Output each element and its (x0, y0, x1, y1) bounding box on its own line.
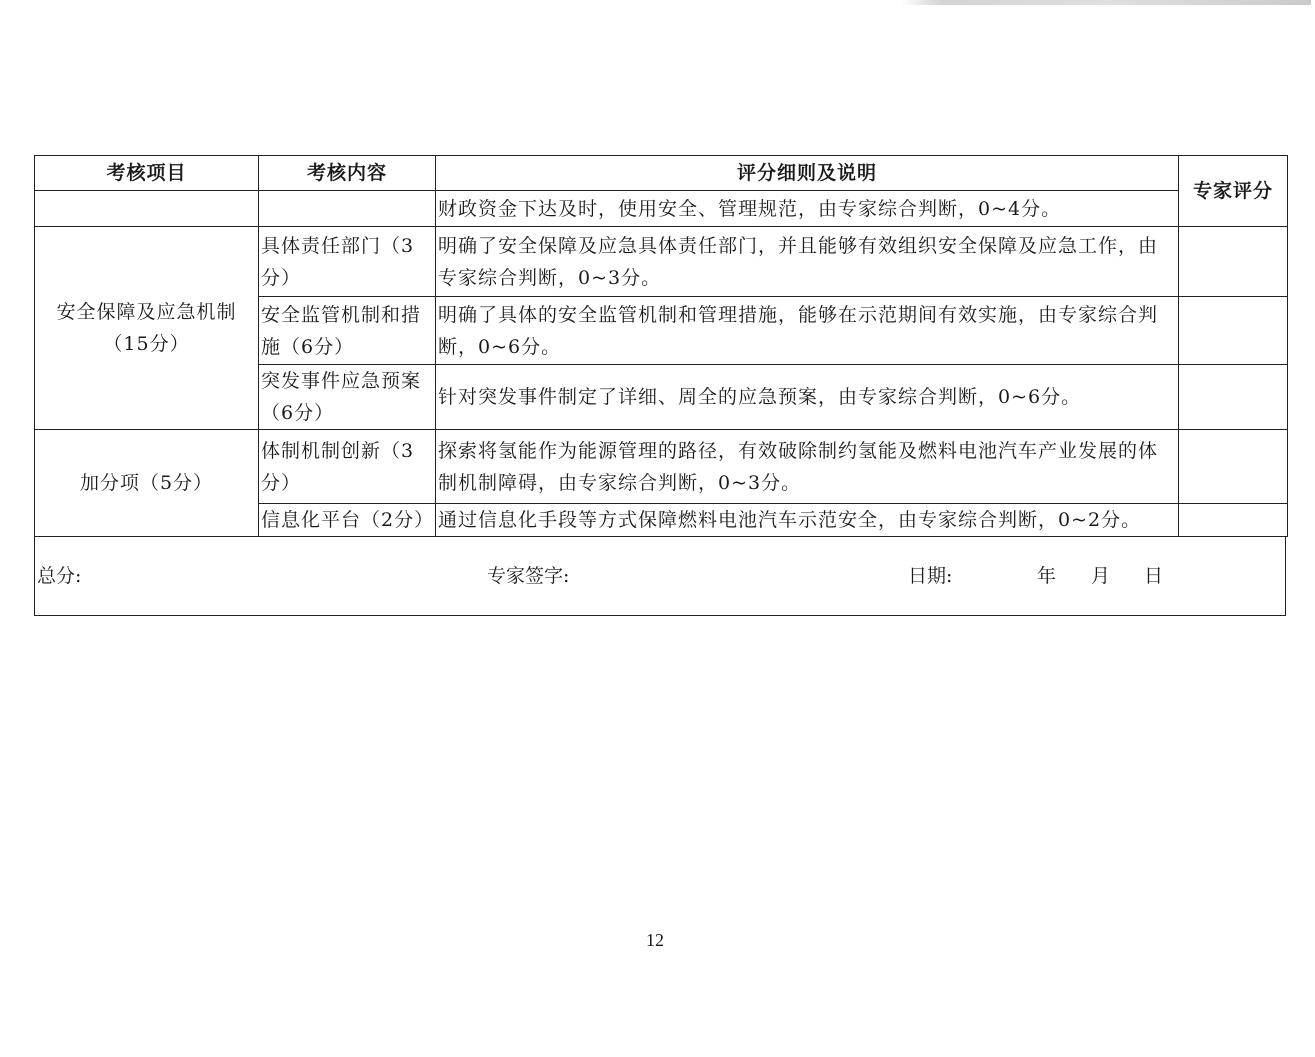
rule-cell: 探索将氢能作为能源管理的路径，有效破除制约氢能及燃料电池汽车产业发展的体制机制障碍，由专家综合判断，0~3分。 (436, 430, 1179, 504)
category-cell (35, 227, 259, 430)
scoring-table (34, 155, 1288, 537)
table-row (35, 227, 1288, 297)
total-label: 总分: (37, 565, 82, 587)
date-month: 月 (1091, 565, 1111, 587)
rule-cell: 针对突发事件制定了详细、周全的应急预案，由专家综合判断，0~6分。 (436, 365, 1179, 430)
rule-cell: 通过信息化手段等方式保障燃料电池汽车示范安全，由专家综合判断，0~2分。 (436, 504, 1179, 537)
signature-footer (34, 537, 1286, 616)
expert-score-cell[interactable] (1179, 297, 1288, 365)
scan-artifact (901, 0, 1311, 5)
expert-score-cell[interactable] (1179, 504, 1288, 537)
signature-label: 专家签字: (487, 565, 570, 587)
header-rules: 评分细则及说明 (436, 156, 1179, 191)
category-cell: 加分项（5分） (35, 430, 259, 537)
date-day: 日 (1144, 565, 1164, 587)
table-header-row (35, 156, 1288, 191)
expert-score-cell[interactable] (1179, 227, 1288, 297)
category-points: （15分） (103, 333, 190, 355)
table-cell-empty (35, 191, 259, 227)
category-name: 安全保障及应急机制 (56, 301, 237, 323)
expert-score-cell[interactable] (1179, 365, 1288, 430)
content-cell: 信息化平台（2分） (259, 504, 436, 537)
content-cell: 安全监管机制和措施（6分） (259, 297, 436, 365)
scoring-sheet (34, 155, 1287, 612)
date-label: 日期: (908, 565, 953, 587)
header-content: 考核内容 (259, 156, 436, 191)
table-cell-empty (259, 191, 436, 227)
expert-score-cell[interactable] (1179, 430, 1288, 504)
rule-cell: 财政资金下达及时，使用安全、管理规范，由专家综合判断，0~4分。 (436, 191, 1179, 227)
content-cell: 具体责任部门（3分） (259, 227, 436, 297)
table-row (35, 430, 1288, 504)
table-row (35, 191, 1288, 227)
page-number: 12 (646, 930, 664, 950)
content-cell: 突发事件应急预案（6分） (259, 365, 436, 430)
date-year: 年 (1037, 565, 1057, 587)
header-item: 考核项目 (35, 156, 259, 191)
header-expert-score: 专家评分 (1179, 156, 1288, 227)
content-cell: 体制机制创新（3分） (259, 430, 436, 504)
rule-cell: 明确了具体的安全监管机制和管理措施，能够在示范期间有效实施，由专家综合判断，0~6分。 (436, 297, 1179, 365)
rule-cell: 明确了安全保障及应急具体责任部门，并且能够有效组织安全保障及应急工作，由专家综合判断，0~3分。 (436, 227, 1179, 297)
